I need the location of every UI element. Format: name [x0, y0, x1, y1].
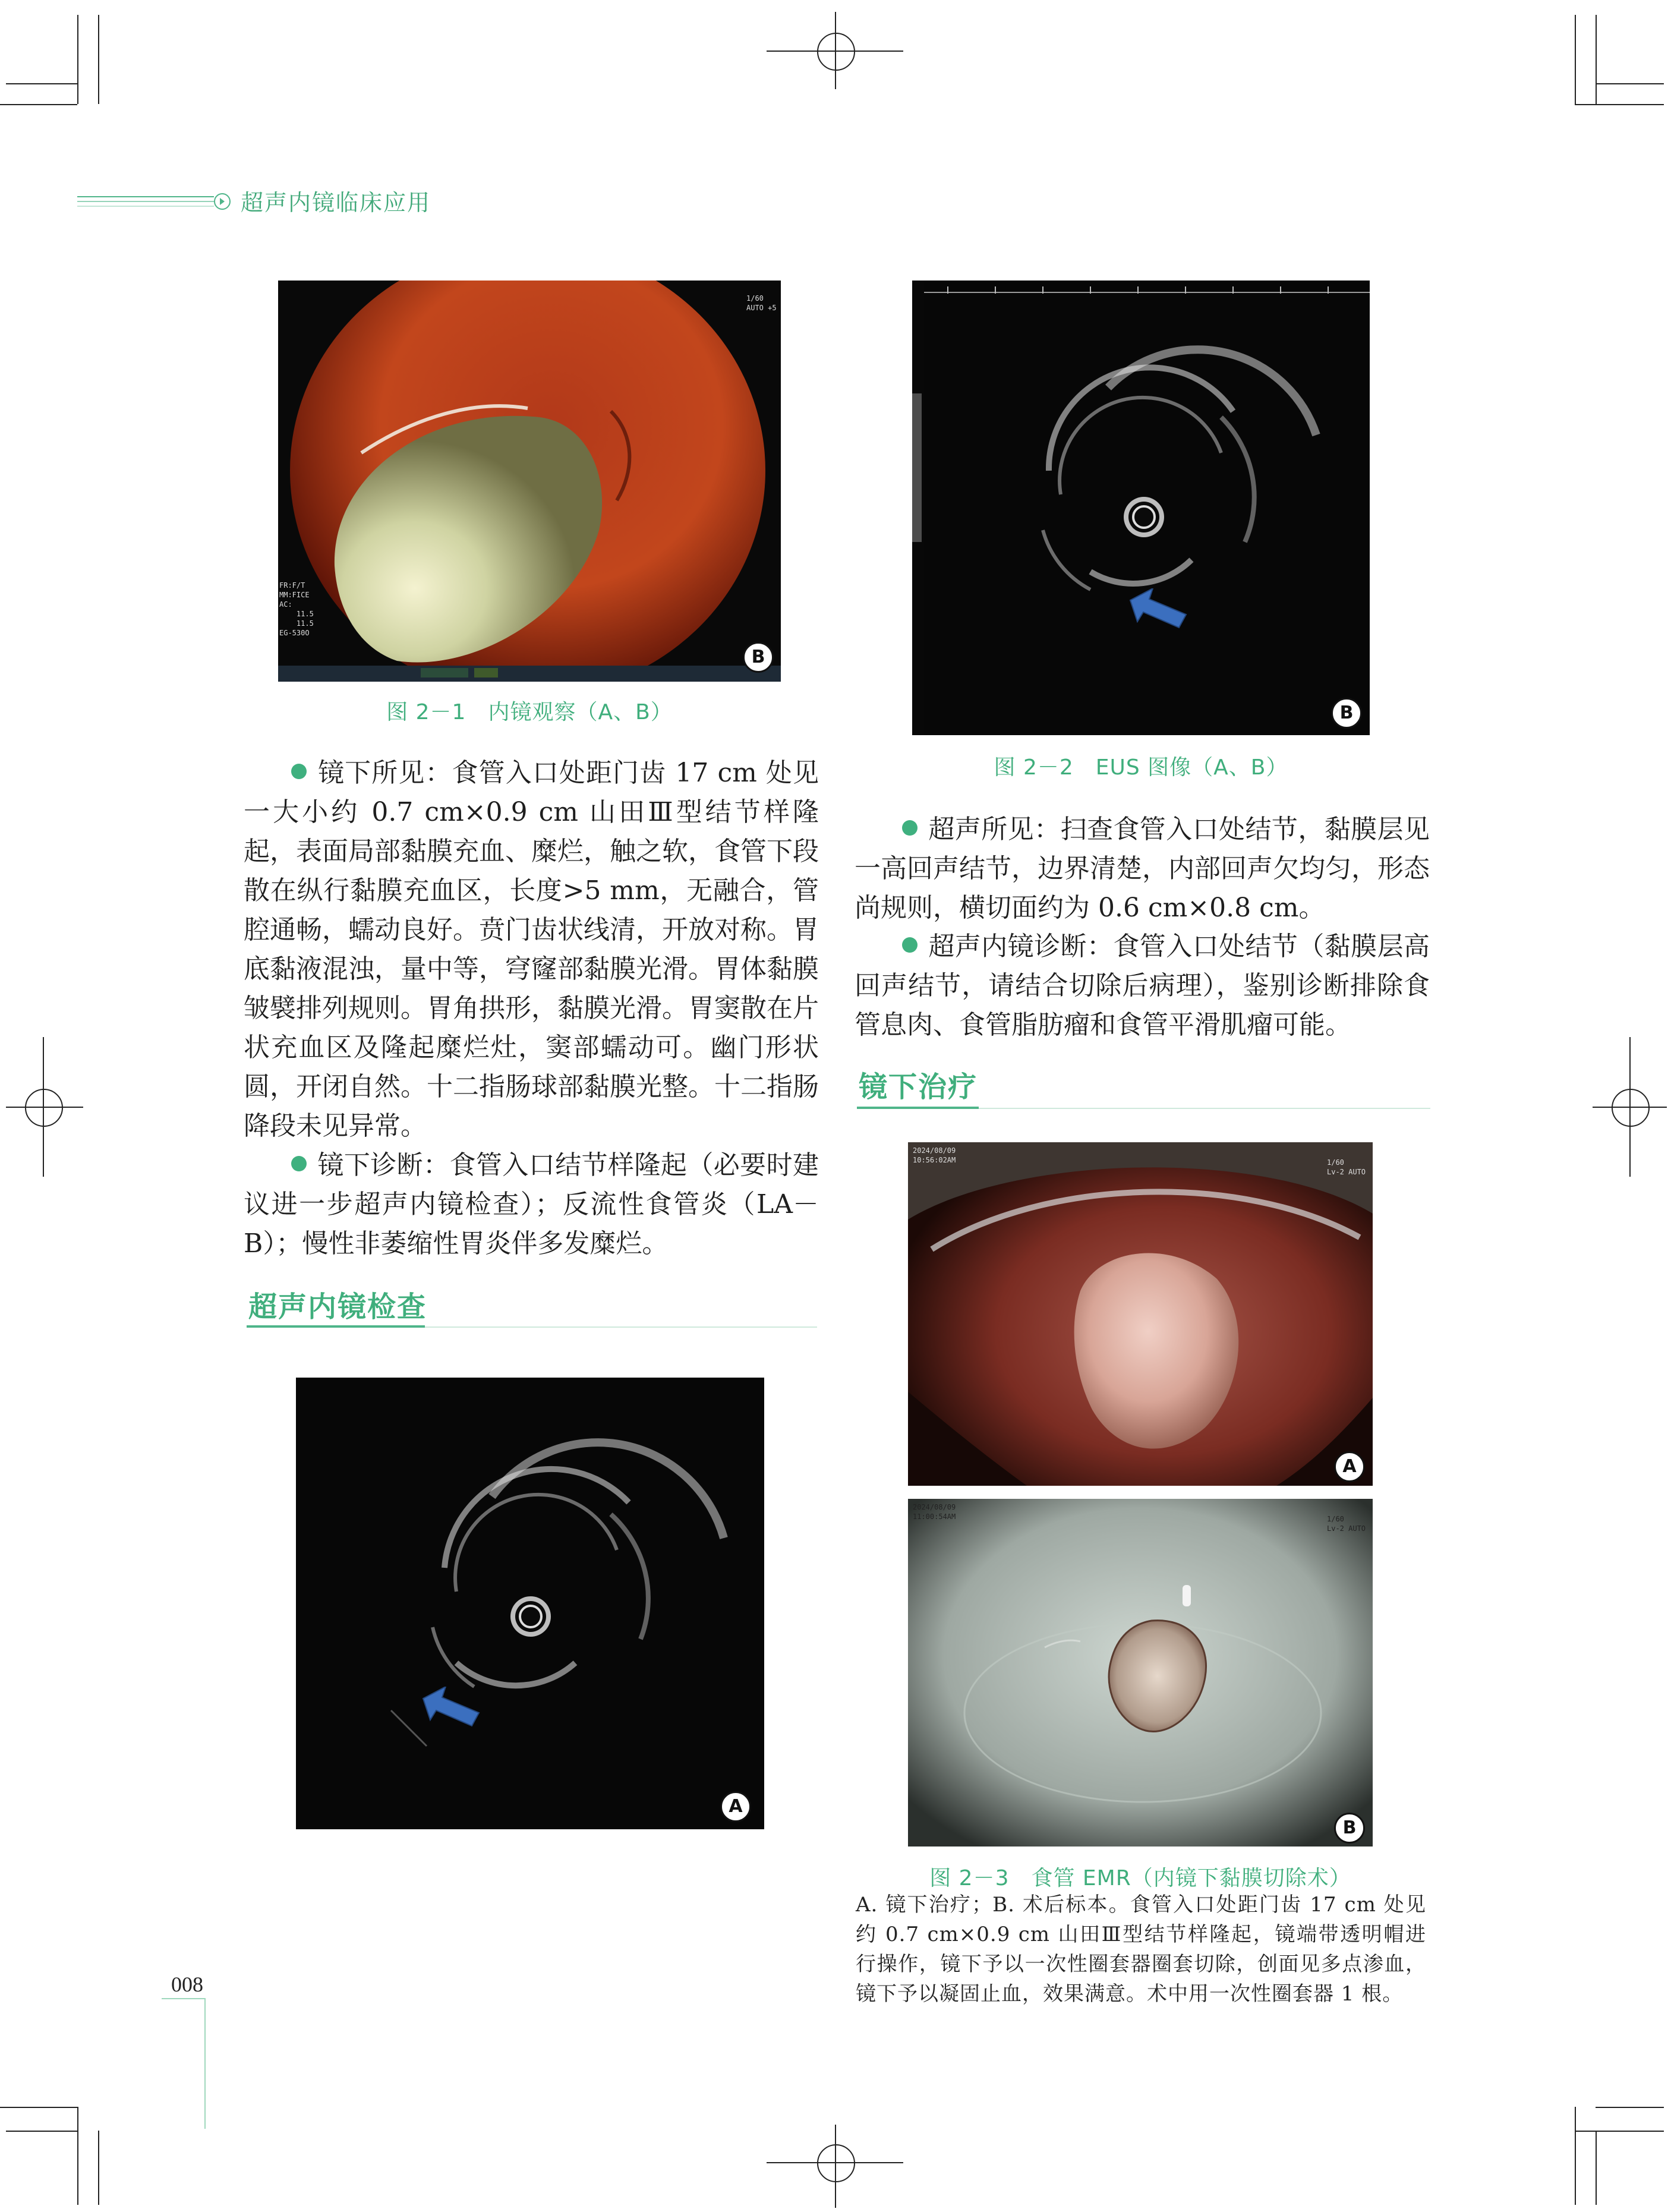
figure-2-3-note: A. 镜下治疗；B. 术后标本。食管入口处距门齿 17 cm 处见约 0.7 cm×0.9 cm 山田Ⅲ型结节样隆起，镜端带透明帽进行操作，镜下予以一次性圈套器圈套切除，创面见多点渗血，镜下予以凝固止血，效果满意。术中用一次性圈套器 1 根。 — [856, 1893, 1426, 2006]
endoscope-osd-top: 1/60 AUTO +5 — [746, 294, 777, 312]
endoscope-osd-left: FR:F/T MM:FICE AC: 11.5 11.5 EG-530O — [279, 581, 314, 637]
specimen-photo — [908, 1499, 1373, 1847]
bullet-icon — [902, 937, 918, 953]
right-para-eus-findings: 超声所见：扫查食管入口处结节，黏膜层见一高回声结节，边界清楚，内部回声欠均匀，形态尚规则，横切面约为 0.6 cm×0.8 cm。 — [855, 814, 1430, 923]
endoscope-osd-timestamp: 2024/08/09 10:56:02AM — [913, 1146, 956, 1164]
figure-2-2-caption: 图 2－2 EUS 图像（A、B） — [994, 755, 1288, 780]
figure-label-b: B — [743, 642, 774, 673]
left-para-endoscopic-diagnosis: 镜下诊断：食管入口结节样隆起（必要时建议进一步超声内镜检查）；反流性食管炎（LA－B）；慢性非萎缩性胃炎伴多发糜烂。 — [244, 1150, 819, 1259]
endoscope-osd-settings: 1/60 Lv-2 AUTO — [1327, 1515, 1366, 1533]
figure-2-3-caption: 图 2－3 食管 EMR（内镜下黏膜切除术） — [929, 1866, 1351, 1890]
figure-label-b: B — [1334, 1813, 1365, 1844]
endoscopy-photo — [908, 1142, 1373, 1486]
figure-label-a: A — [720, 1791, 751, 1822]
section-title-eus: 超声内镜检查 — [248, 1290, 427, 1324]
bullet-icon — [291, 1156, 307, 1171]
figure-2-1-endoscopy-image — [278, 281, 781, 682]
bullet-icon — [291, 764, 307, 779]
eus-scan — [296, 1378, 764, 1829]
figure-2-2-eus-image — [912, 281, 1370, 735]
endoscope-osd-settings: 1/60 Lv-2 AUTO — [1327, 1158, 1366, 1176]
page-number: 008 — [171, 1972, 203, 1996]
eus-scan — [912, 281, 1370, 735]
figure-2-3a-treatment-image — [908, 1142, 1373, 1486]
left-para-endoscopic-findings: 镜下所见：食管入口处距门齿 17 cm 处见一大小约 0.7 cm×0.9 cm 山田Ⅲ型结节样隆起，表面局部黏膜充血、糜烂，触之软，食管下段散在纵行黏膜充血区，长度>5 mm，无融合，管腔通畅，蠕动良好。贲门齿状线清，开放对称。胃底黏液混浊，量中等，穹窿部黏膜光滑。胃体黏膜皱襞排列规则。胃角拱形，黏膜光滑。胃窦散在片状充血区及隆起糜烂灶，窦部蠕动可。幽门形状圆，开闭自然。十二指肠球部黏膜光整。十二指肠降段未见异常。 — [244, 758, 819, 1141]
lesion-arrow-icon — [1129, 588, 1188, 636]
figure-label-a: A — [1334, 1451, 1365, 1482]
lesion-arrow-icon — [422, 1687, 481, 1734]
figure-2-1-caption: 图 2－1 内镜观察（A、B） — [386, 700, 673, 724]
header-bullet-icon — [214, 193, 231, 210]
endoscope-osd-timestamp: 2024/08/09 11:00:54AM — [913, 1503, 956, 1521]
figure-label-b: B — [1331, 698, 1362, 729]
right-para-eus-diagnosis: 超声内镜诊断：食管入口处结节（黏膜层高回声结节，请结合切除后病理），鉴别诊断排除食管息肉、食管脂肪瘤和食管平滑肌瘤可能。 — [855, 931, 1430, 1040]
running-title: 超声内镜临床应用 — [241, 190, 431, 216]
figure-eus-a-image — [296, 1378, 764, 1829]
bullet-icon — [902, 820, 918, 836]
section-title-treatment: 镜下治疗 — [859, 1070, 978, 1104]
endoscopy-photo — [278, 281, 781, 682]
figure-2-3b-specimen-image — [908, 1499, 1373, 1847]
